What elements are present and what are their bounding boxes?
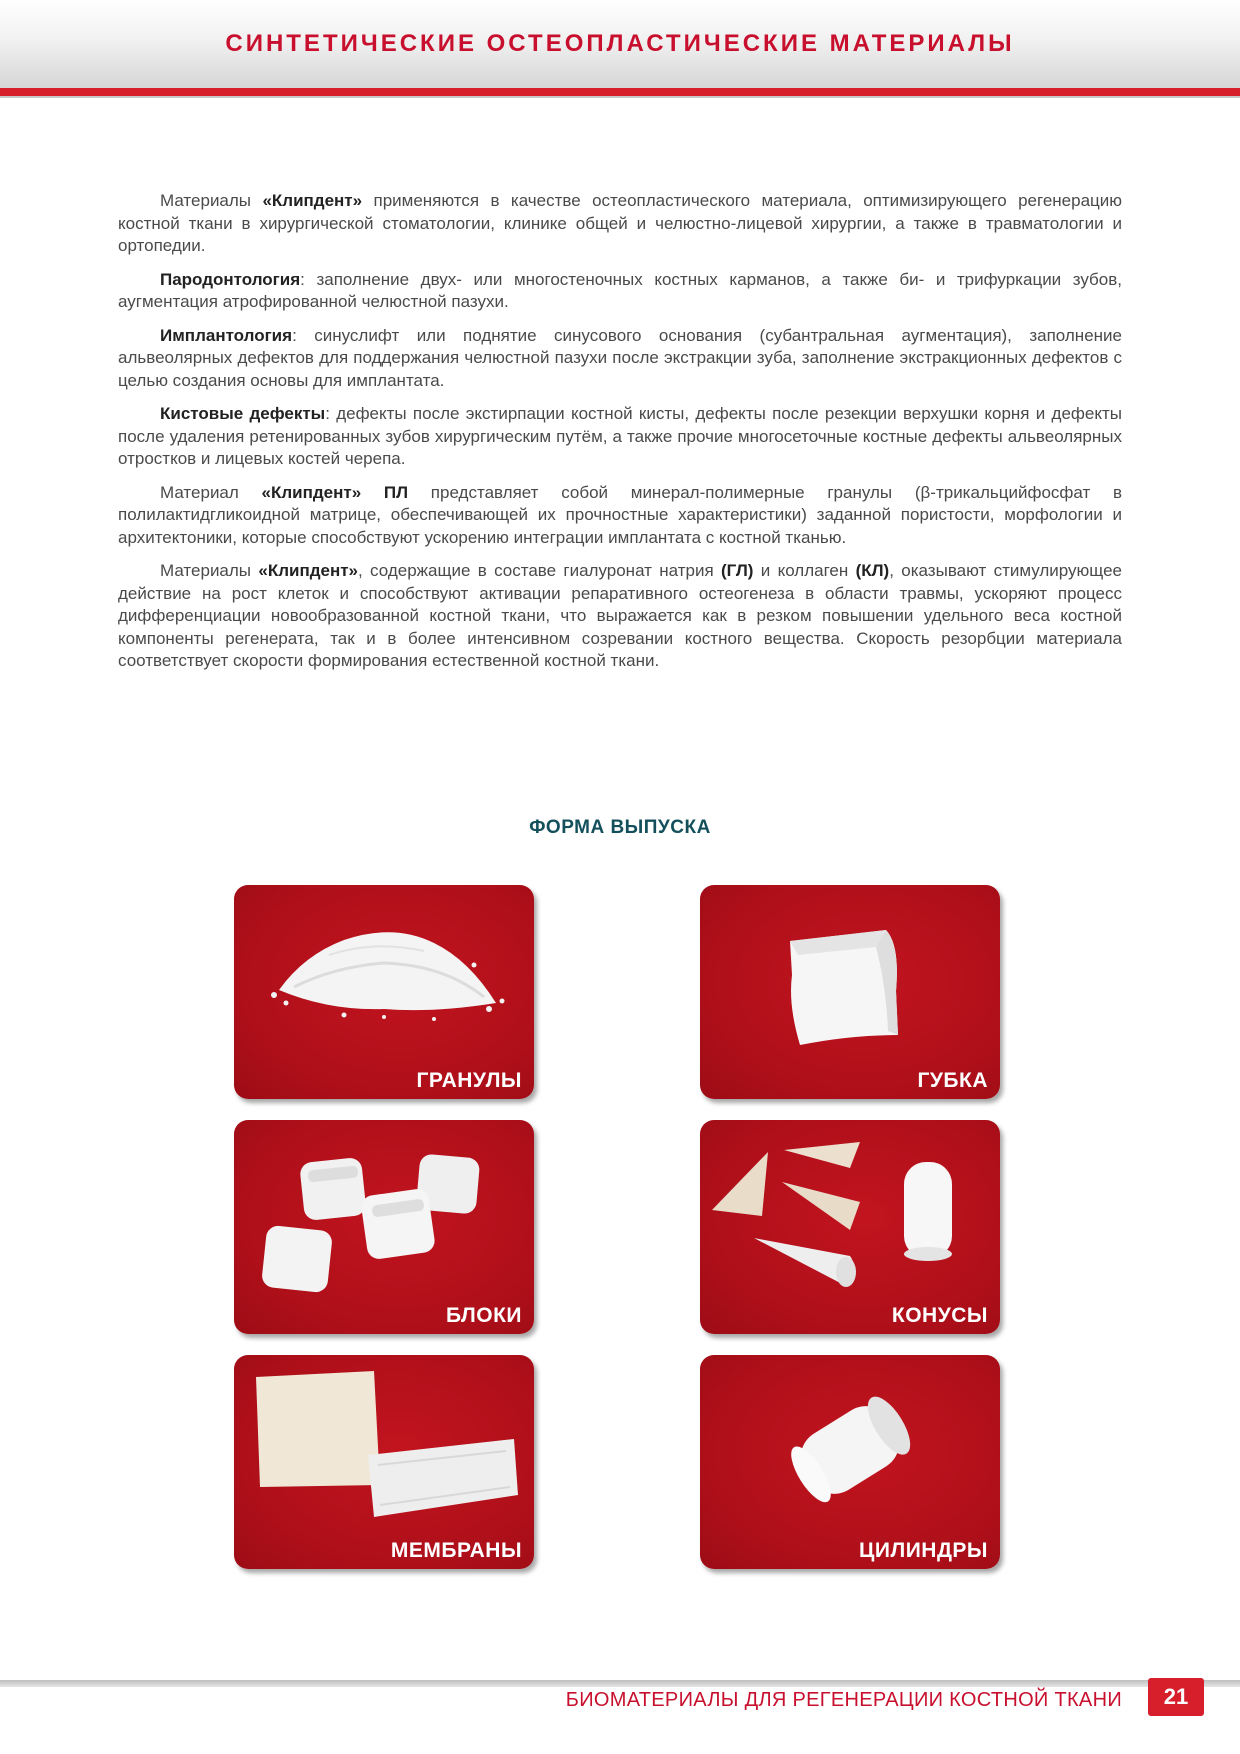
cylinders-image: [700, 1355, 1000, 1569]
page-header: [0, 0, 1240, 88]
paragraph-intro: Материалы «Клипдент» применяются в качестве остеопластического материала, оптимизирующего регенерацию костной ткани в хирургической стоматологии, клинике общей и челюстно-лицевой хирургии, а также в травматологии и ортопедии.: [118, 191, 1123, 255]
form-card-cones: [700, 1120, 1000, 1334]
paragraph-implantology: Имплантология: синуслифт или поднятие синусового основания (субантральная аугментация), заполнение альвеолярных дефектов для поддержания челюстной пазухи после экстракции зуба, заполнение экстракционных дефектов с целью создания основы для имплантата.: [118, 325, 1122, 390]
intro-text: [118, 190, 1122, 684]
form-card-sponge: [700, 885, 1000, 1099]
page-number: 21: [1148, 1678, 1204, 1716]
release-forms-title: ФОРМА ВЫПУСКА: [529, 817, 711, 838]
card-label-cylinders: ЦИЛИНДРЫ: [859, 1539, 988, 1562]
header-red-rule: [0, 88, 1240, 96]
paragraph-periodontology: Пародонтология: заполнение двух- или многостеночных костных карманов, а также би- и трифуркации зубов, аугментация атрофированной челюстной пазухи.: [118, 269, 1122, 311]
form-card-granules: [234, 885, 534, 1099]
membranes-image: [234, 1355, 534, 1569]
card-label-sponge: ГУБКА: [917, 1069, 988, 1092]
blocks-image: [234, 1120, 534, 1334]
granules-image: [234, 885, 534, 1099]
header-gray-rule: [0, 96, 1240, 98]
card-label-granules: ГРАНУЛЫ: [416, 1069, 522, 1092]
form-card-blocks: [234, 1120, 534, 1334]
card-label-blocks: БЛОКИ: [445, 1304, 522, 1327]
paragraph-cyst-defects: Кистовые дефекты: дефекты после экстирпации костной кисты, дефекты после резекции верхушки корня и дефекты после удаления ретенированных зубов хирургическим путём, а также прочие многосеточные костные дефекты альвеолярных отростков и лицевых костей черепа.: [118, 404, 1122, 468]
form-card-membranes: [234, 1355, 534, 1569]
card-label-cones: КОНУСЫ: [891, 1304, 988, 1327]
page-title: СИНТЕТИЧЕСКИЕ ОСТЕОПЛАСТИЧЕСКИЕ МАТЕРИАЛЫ: [225, 30, 1015, 57]
form-card-cylinders: [700, 1355, 1000, 1569]
cones-image: [700, 1120, 1000, 1334]
sponge-image: [700, 885, 1000, 1099]
paragraph-pl-material: Материал «Клипдент» ПЛ представляет собой минерал-полимерные гранулы (β-трикальцийфосфат в полилактидгликоидной матрице, обеспечивающей их прочностные характеристики) заданной пористости, морфологии и архитектоники, которые способствуют ускорению интеграции имплантата с костной тканью.: [118, 482, 1123, 547]
footer-caption: БИОМАТЕРИАЛЫ ДЛЯ РЕГЕНЕРАЦИИ КОСТНОЙ ТКАНИ: [565, 1689, 1122, 1711]
card-label-membranes: МЕМБРАНЫ: [390, 1539, 522, 1562]
paragraph-gl-kl: Материалы «Клипдент», содержащие в составе гиалуронат натрия (ГЛ) и коллаген (КЛ), оказывают стимулирующее действие на рост клеток и способствуют активации репаративного остеогенеза в области травмы, ускоряют процесс дифференциации новообразованной костной ткани, что выражается как в резком повышении удельного веса костной компоненты регенерата, так и в более интенсивном созревании костного вещества. Скорость резорбции материала соответствует скорости формирования естественной костной ткани.: [118, 561, 1123, 670]
footer-rule: [0, 1680, 1240, 1687]
